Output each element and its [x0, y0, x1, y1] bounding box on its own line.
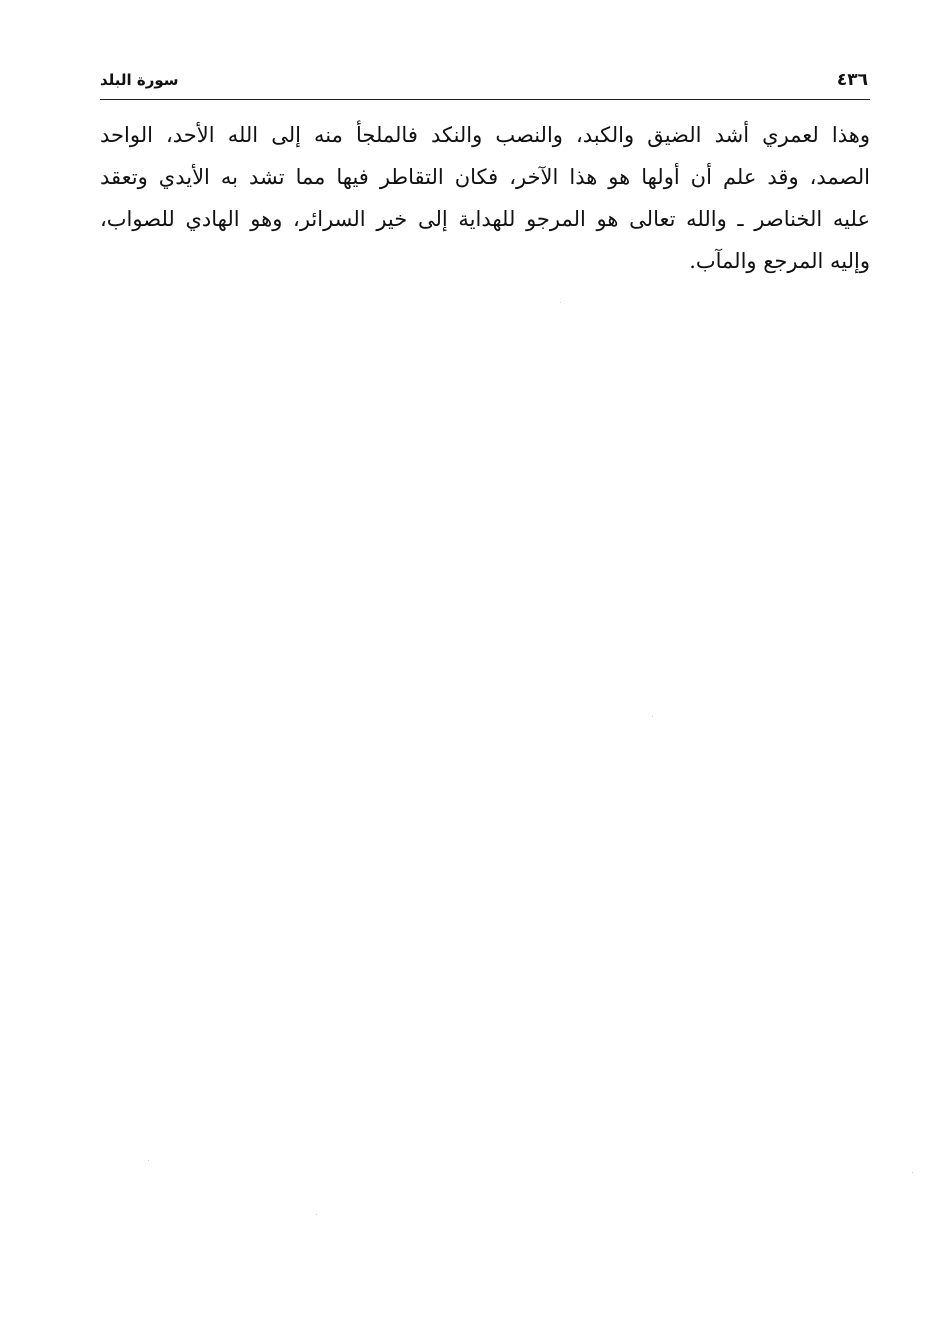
body-paragraph: [100, 114, 870, 282]
text-line: عليه الخناصر ـ والله تعالى هو المرجو للهداية إلى خير السرائر، وهو الهادي للصواب،: [100, 207, 870, 231]
header-divider: [100, 99, 870, 100]
running-title: سورة البلد: [100, 71, 179, 89]
text-line: وهذا لعمري أشد الضيق والكبد، والنصب والنكد فالملجأ منه إلى الله الأحد، الواحد: [100, 123, 870, 147]
page-header: [100, 66, 870, 98]
text-line: وإليه المرجع والمآب.: [689, 249, 870, 273]
page-number: ٤٣٦: [836, 70, 868, 90]
text-line: الصمد، وقد علم أن أولها هو هذا الآخر، فكان التقاطر فيها مما تشد به الأيدي وتعقد: [100, 165, 870, 189]
